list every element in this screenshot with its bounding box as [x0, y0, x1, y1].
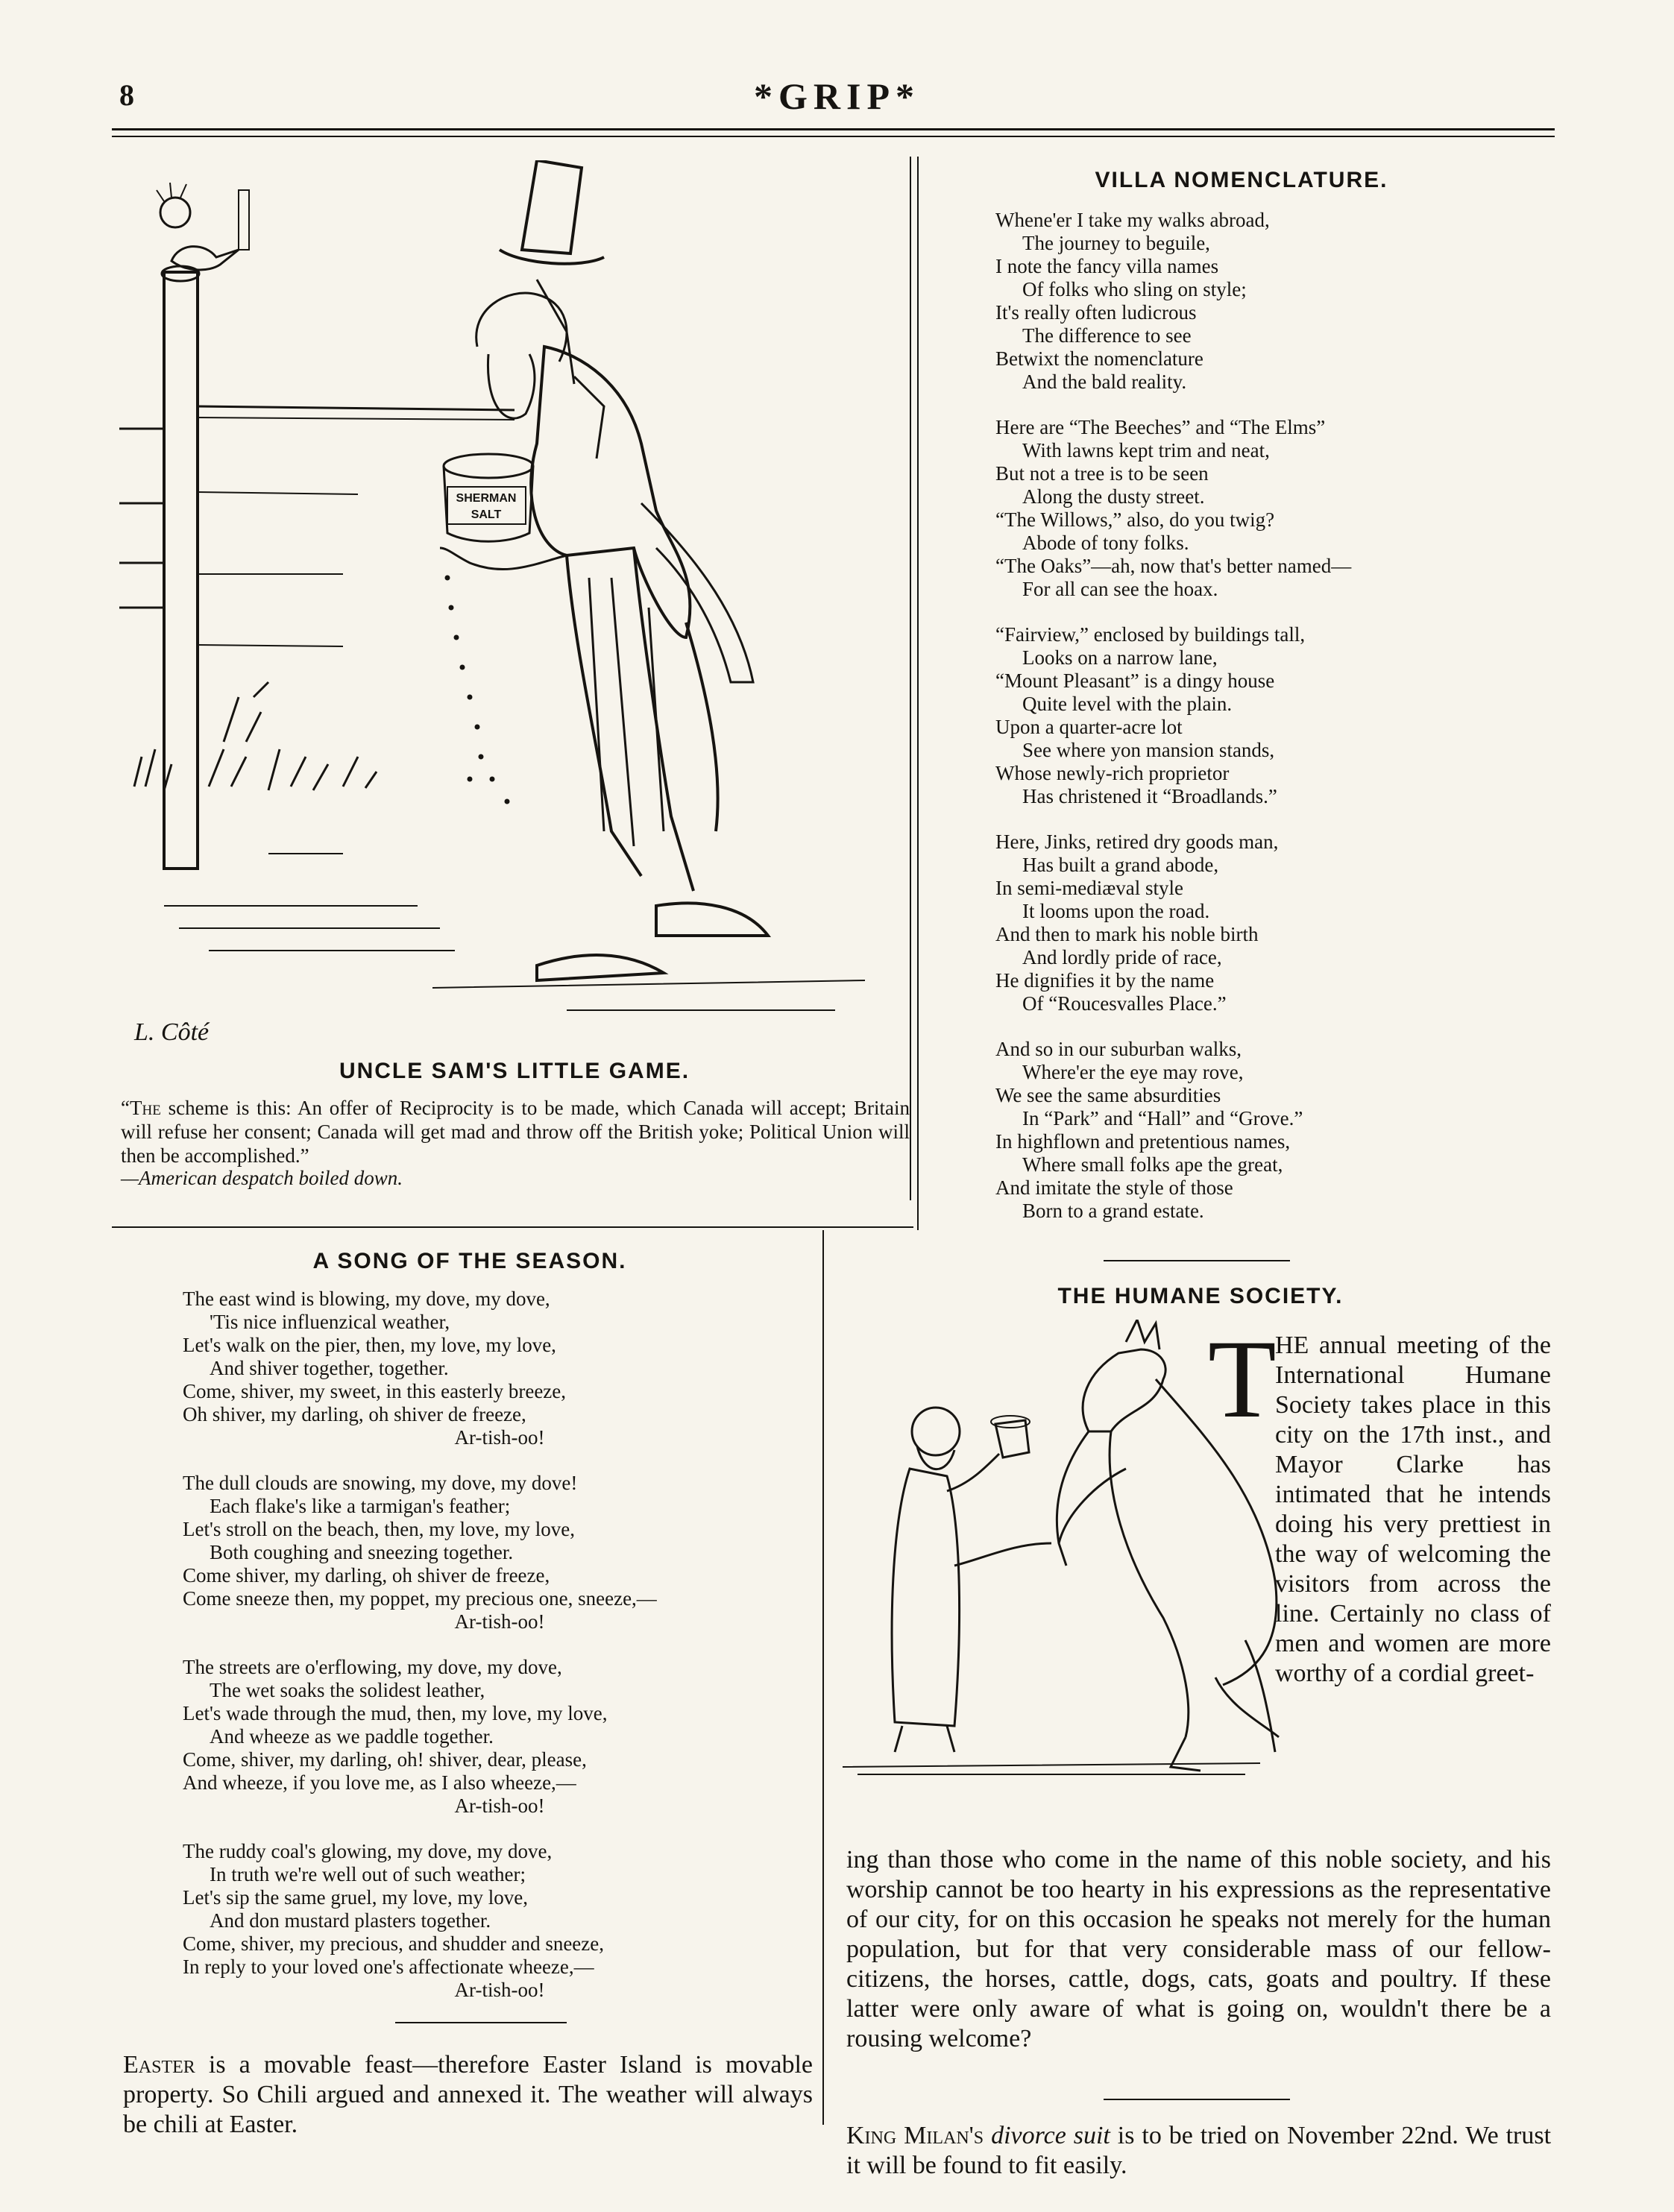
poem-line: In reply to your loved one's affectionate wheeze,— [183, 1956, 594, 1978]
poem-line: And the bald reality. [1022, 371, 1187, 393]
poem-line: Let's wade through the mud, then, my love, my love, [183, 1702, 608, 1724]
poem-line: Ar-tish-oo! [454, 1426, 545, 1449]
poem-line: “Fairview,” enclosed by buildings tall, [995, 623, 1306, 646]
song-title: A SONG OF THE SEASON. [312, 1249, 627, 1273]
poem-line: And lordly pride of race, [1022, 946, 1222, 968]
poem-line: In highflown and pretentious names, [995, 1130, 1291, 1153]
cartoon-frame-bottom [112, 1226, 913, 1228]
milan-italic: divorce suit [991, 2122, 1110, 2149]
stanza [183, 1288, 816, 1449]
quote-body: scheme is this: An offer of Reciprocity is to be made, which Canada will accept; Britain will refuse her consent; Canada will get mad and throw off the British yoke; Political Union will then be accomplished.” [121, 1097, 910, 1167]
poem-line: The dull clouds are snowing, my dove, my dove! [183, 1472, 578, 1494]
poem-line: Both coughing and sneezing together. [210, 1541, 514, 1563]
stanza [995, 416, 1547, 601]
poem-line: Come, shiver, my darling, oh! shiver, dear, please, [183, 1748, 587, 1771]
poem-line: The wet soaks the solidest leather, [210, 1679, 485, 1701]
poem-line: In “Park” and “Hall” and “Grove.” [1022, 1107, 1303, 1129]
poem-line: Of folks who sling on style; [1022, 278, 1247, 300]
poem-line: Oh shiver, my darling, oh shiver de freeze, [183, 1403, 526, 1425]
poem-line: Upon a quarter-acre lot [995, 716, 1183, 738]
poem-line: We see the same absurdities [995, 1084, 1221, 1106]
poem-line: See where yon mansion stands, [1022, 739, 1275, 761]
poem-line: Whose newly-rich proprietor [995, 762, 1230, 784]
stanza [995, 623, 1547, 808]
drop-cap: T [1208, 1317, 1277, 1441]
poem-line: In semi-mediæval style [995, 877, 1183, 899]
stanza [183, 1472, 816, 1633]
cartoon-frame-right [910, 157, 911, 1200]
poem-line: Come, shiver, my precious, and shudder and sneeze, [183, 1932, 605, 1955]
poem-line: Has built a grand abode, [1022, 854, 1219, 876]
cartoon-quote [121, 1096, 910, 1168]
easter-paragraph [123, 2050, 813, 2140]
poem-line: Of “Roucesvalles Place.” [1022, 992, 1227, 1015]
poem-line: Quite level with the plain. [1022, 693, 1233, 715]
humane-paragraph-full: ing than those who come in the name of this noble society, and his worship cannot be too hearty in his expressions as the representative of our city, for on this occasion he speaks not merely for the human population, but for that very considerable mass of our fellow-citizens, the horses, cattle, dogs, cats, goats and poultry. If these latter were only aware of what is going on, wouldn't there be a rousing welcome? [846, 1846, 1551, 2052]
humane-title: THE HUMANE SOCIETY. [1057, 1284, 1344, 1308]
uncle-sam-cartoon [119, 160, 906, 1047]
poem-line: For all can see the hoax. [1022, 578, 1218, 600]
poem-line: Looks on a narrow lane, [1022, 646, 1218, 669]
poem-line: Where small folks ape the great, [1022, 1153, 1283, 1176]
artist-signature: L. Côté [134, 1018, 210, 1046]
poem-line: Come shiver, my darling, oh shiver de freeze, [183, 1564, 550, 1586]
salt-label-1: SHERMAN [456, 492, 517, 505]
cartoon-source: —American despatch boiled down. [121, 1167, 403, 1189]
fence-post [164, 272, 198, 869]
poem-line: Let's sip the same gruel, my love, my love, [183, 1886, 529, 1909]
poem-line: Along the dusty street. [1022, 485, 1205, 508]
poem-line: Ar-tish-oo! [454, 1795, 545, 1817]
poem-line: Here, Jinks, retired dry goods man, [995, 831, 1279, 853]
poem-line: With lawns kept trim and neat, [1022, 439, 1270, 461]
poem-line: It's really often ludicrous [995, 301, 1197, 324]
stanza [995, 831, 1547, 1015]
poem-line: The ruddy coal's glowing, my dove, my dove, [183, 1840, 553, 1862]
easter-body: is a movable feast—therefore Easter Island is movable property. So Chili argued and annexed it. The weather will always be chili at Easter. [123, 2051, 813, 2138]
poem-line: Has christened it “Broadlands.” [1022, 785, 1277, 807]
poem-line: “Mount Pleasant” is a dingy house [995, 669, 1275, 692]
poem-line: And wheeze, if you love me, as I also wheeze,— [183, 1771, 576, 1794]
header-rule-bottom [112, 136, 1555, 137]
poem-line: Betwixt the nomenclature [995, 347, 1203, 370]
poem-line: But not a tree is to be seen [995, 462, 1209, 485]
poem-line: And don mustard plasters together. [210, 1909, 491, 1932]
poem-line: He dignifies it by the name [995, 969, 1215, 992]
milan-body: is to be tried on November 22nd. We trust it will be found to fit easily. [846, 2122, 1552, 2179]
humane-paragraph [846, 1317, 1551, 2054]
milan-paragraph [846, 2121, 1551, 2181]
column-divider-upper [917, 157, 919, 1230]
poem-line: Let's walk on the pier, then, my love, my love, [183, 1334, 556, 1356]
poem-line: The difference to see [1022, 324, 1192, 347]
song-end-rule [395, 2022, 567, 2023]
stanza [995, 1038, 1547, 1223]
song-poem [183, 1288, 816, 2024]
salt-label-2: SALT [471, 508, 502, 521]
easter-lead: Easter [123, 2051, 195, 2079]
poem-line: Here are “The Beeches” and “The Elms” [995, 416, 1326, 438]
column-divider-lower [822, 1230, 824, 2125]
humane-end-rule [1104, 2099, 1290, 2100]
poem-line: Born to a grand estate. [1022, 1200, 1204, 1222]
stanza [183, 1840, 816, 2002]
poem-line: Where'er the eye may rove, [1022, 1061, 1244, 1083]
stanza [183, 1656, 816, 1818]
poem-line: “The Willows,” also, do you twig? [995, 508, 1275, 531]
cartoon-title: UNCLE SAM'S LITTLE GAME. [339, 1059, 690, 1083]
stanza [995, 209, 1547, 394]
poem-line: Come, shiver, my sweet, in this easterly breeze, [183, 1380, 567, 1402]
poem-line: In truth we're well out of such weather; [210, 1863, 526, 1885]
poem-line: Ar-tish-oo! [454, 1979, 545, 2001]
header-rule-top [112, 128, 1555, 130]
poem-line: The east wind is blowing, my dove, my dove, [183, 1288, 550, 1310]
poem-line: It looms upon the road. [1022, 900, 1210, 922]
poem-line: “The Oaks”—ah, now that's better named— [995, 555, 1352, 577]
quote-lead: “The [121, 1097, 161, 1119]
poem-line: I note the fancy villa names [995, 255, 1219, 277]
poem-line: And so in our suburban walks, [995, 1038, 1242, 1060]
villa-title: VILLA NOMENCLATURE. [1095, 168, 1388, 192]
poem-line: Whene'er I take my walks abroad, [995, 209, 1270, 231]
humane-paragraph-wrapped: HE annual meeting of the International Humane Society takes place in this city on the 17th inst., and Mayor Clarke has intimated that he intends doing his very prettiest in the way of welcoming the visitors from across the line. Certainly no class of men and women are more worthy of a cordial greet- [1275, 1332, 1551, 1687]
milan-lead: King Milan's [846, 2122, 984, 2149]
bird-icon [157, 183, 249, 270]
poem-line: The journey to beguile, [1022, 232, 1210, 254]
poem-line: And wheeze as we paddle together. [210, 1725, 494, 1748]
poem-line: 'Tis nice influenzical weather, [210, 1311, 450, 1333]
poem-line: Let's stroll on the beach, then, my love, my love, [183, 1518, 575, 1540]
poem-line: Abode of tony folks. [1022, 532, 1189, 554]
poem-line: Each flake's like a tarmigan's feather; [210, 1495, 511, 1517]
villa-poem [995, 209, 1547, 1245]
masthead-title: *GRIP* [754, 75, 920, 117]
poem-line: Come sneeze then, my poppet, my precious one, sneeze,— [183, 1587, 657, 1610]
poem-line: And shiver together, together. [210, 1357, 449, 1379]
villa-end-rule [1104, 1260, 1290, 1261]
poem-line: The streets are o'erflowing, my dove, my dove, [183, 1656, 562, 1678]
poem-line: And then to mark his noble birth [995, 923, 1259, 945]
poem-line: And imitate the style of those [995, 1176, 1233, 1199]
page-number: 8 [119, 78, 134, 112]
poem-line: Ar-tish-oo! [454, 1610, 545, 1633]
